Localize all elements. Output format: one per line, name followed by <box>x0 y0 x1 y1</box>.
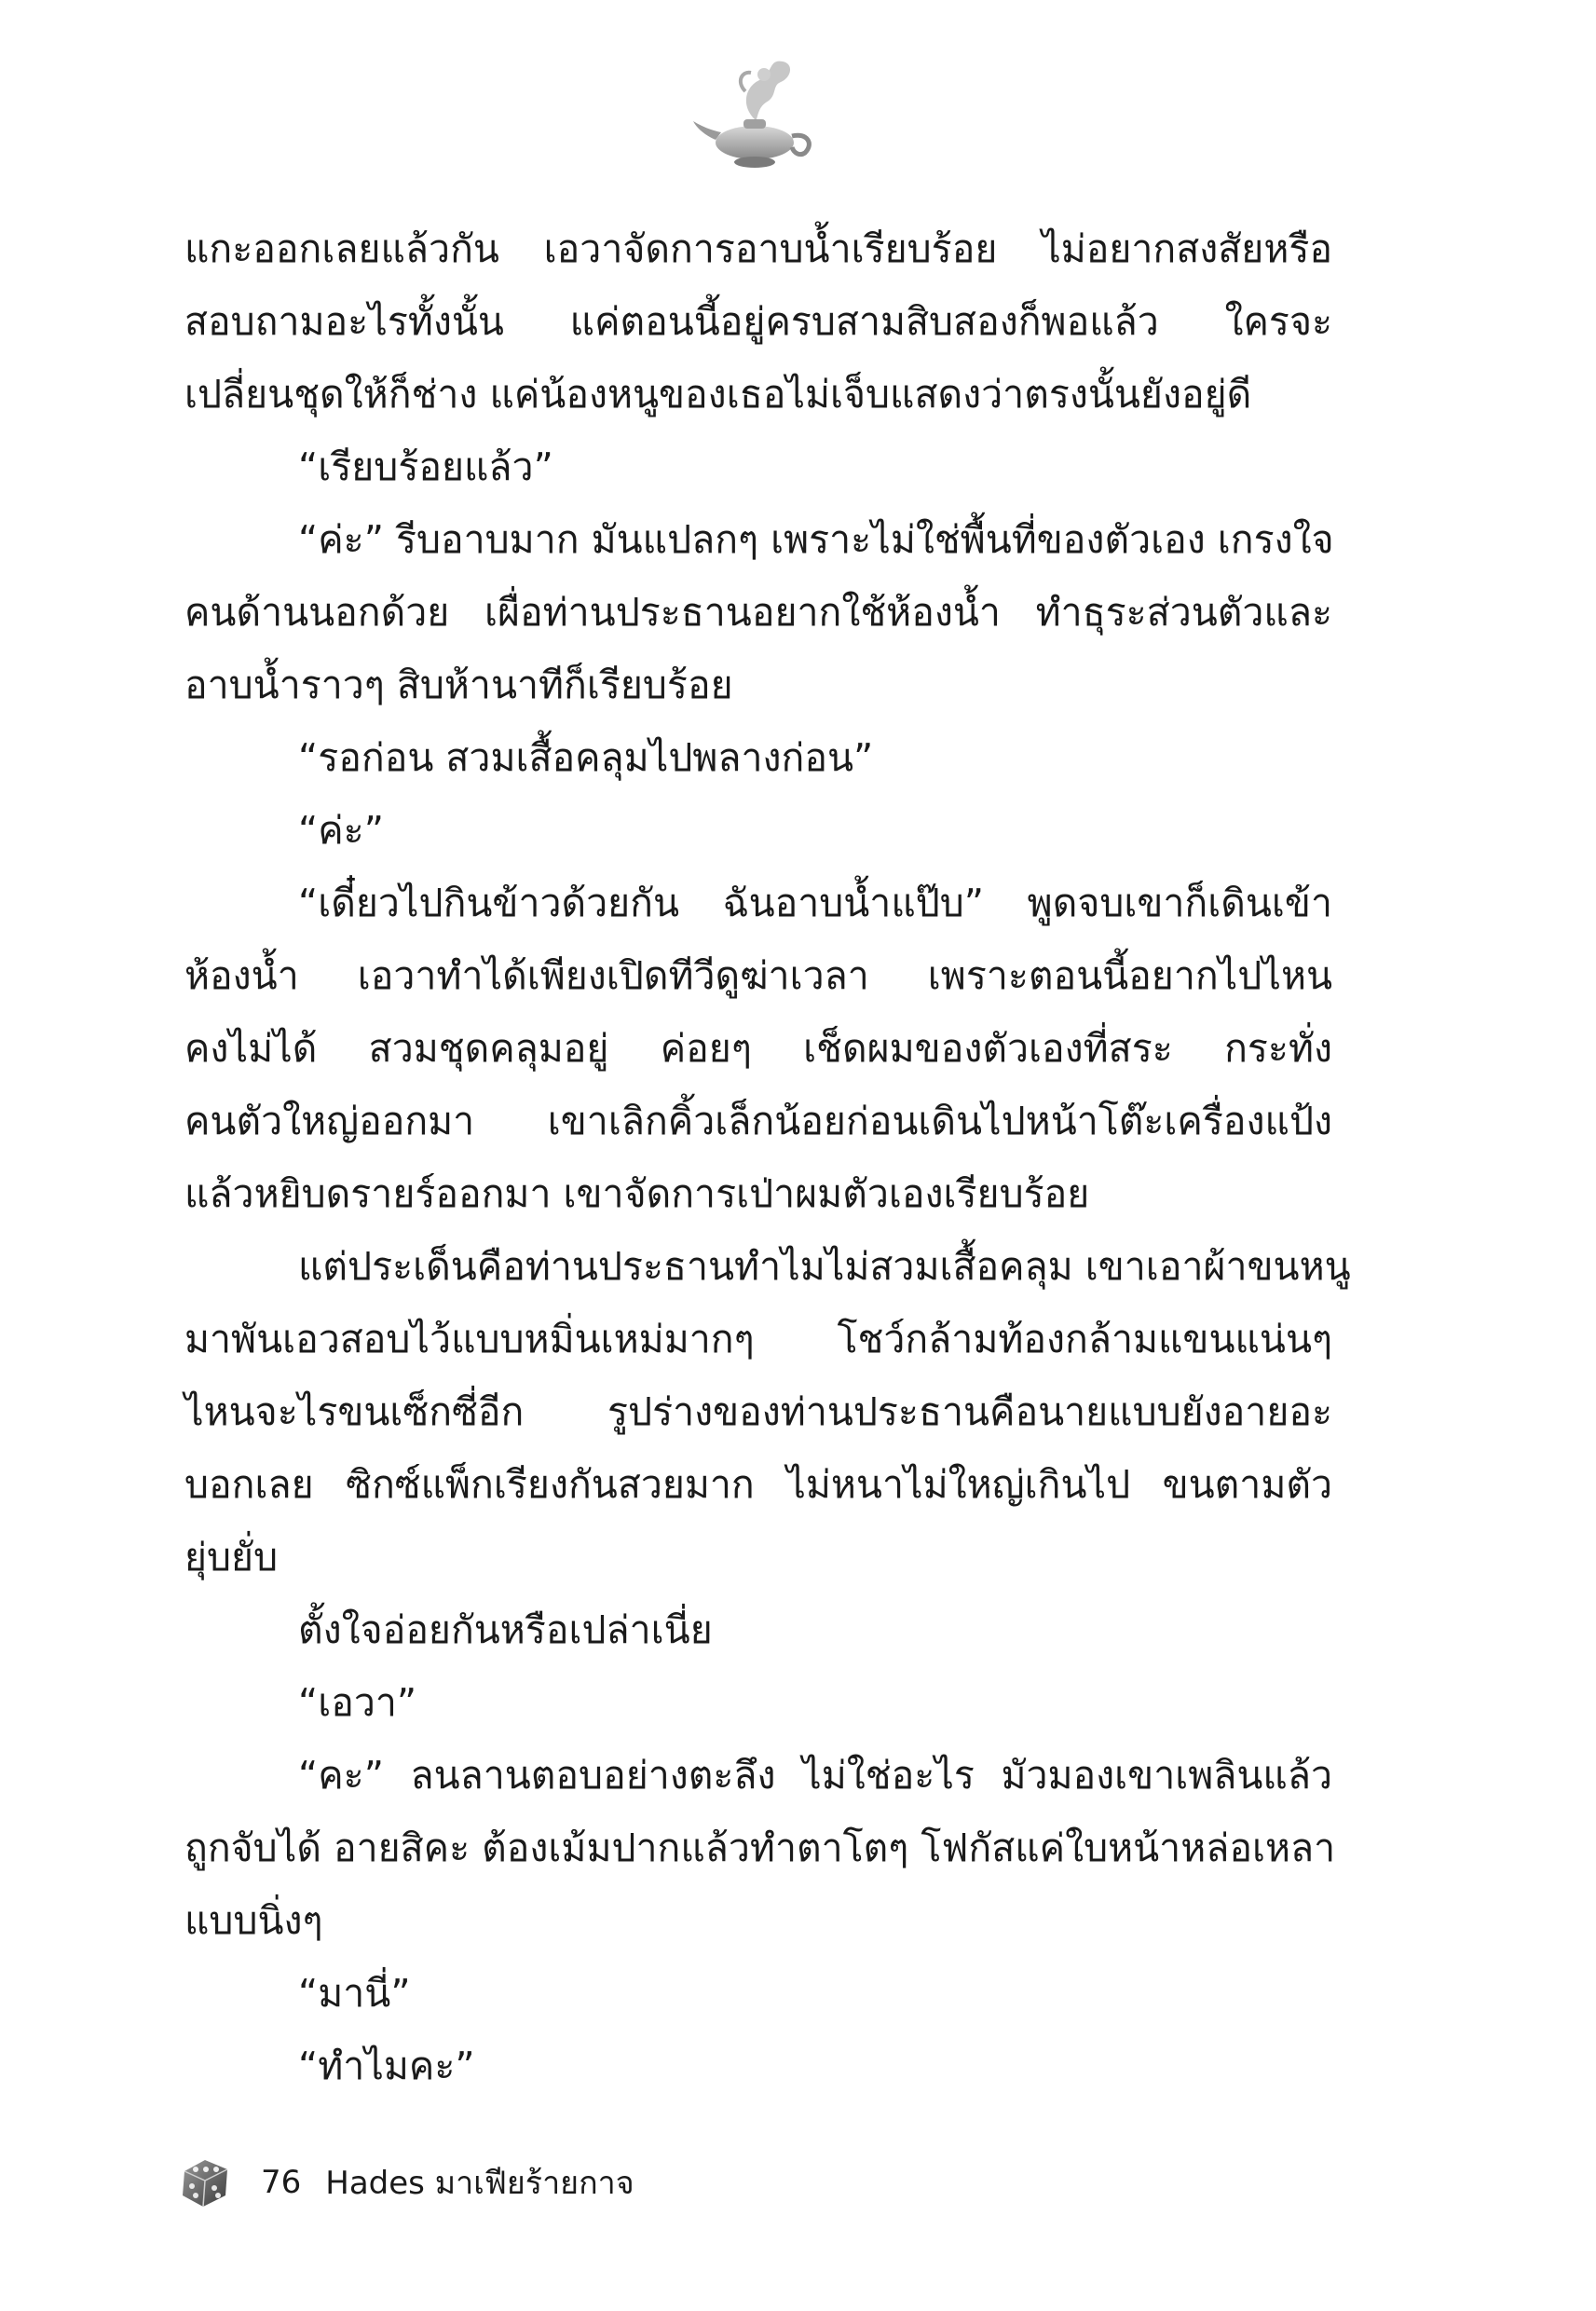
text-line: “คะ” ลนลานตอบอย่างตะลึง ไม่ใช่อะไร มัวมองเขาเพลินแล้ว <box>298 1753 1332 1798</box>
text-line: เปลี่ยนชุดให้ก็ช่าง แค่น้องหนูของเธอไม่เจ็บแสดงว่าตรงนั้นยังอยู่ดี <box>184 372 1252 417</box>
text-line: ยุ่บยั่บ <box>184 1535 279 1579</box>
text-line: “เรียบร้อยแล้ว” <box>298 444 553 489</box>
text-line: ตั้งใจอ่อยกันหรือเปล่าเนี่ย <box>298 1607 713 1652</box>
text-line: สอบถามอะไรทั้งนั้น แค่ตอนนี้อยู่ครบสามสิบสองก็พอแล้ว ใครจะ <box>184 299 1332 344</box>
text-line: “ทำไมคะ” <box>298 2044 475 2088</box>
text-line: แต่ประเด็นคือท่านประธานทำไมไม่สวมเสื้อคลุม เขาเอาผ้าขนหนู <box>298 1244 1351 1289</box>
text-line: “เอวา” <box>298 1680 417 1725</box>
text-line: “ค่ะ” รีบอาบมาก มันแปลกๆ เพราะไม่ใช่พื้นที่ของตัวเอง เกรงใจ <box>298 517 1334 562</box>
text-line: ถูกจับได้ อายสิคะ ต้องเม้มปากแล้วทำตาโตๆ โฟกัสแค่ใบหน้าหล่อเหลา <box>184 1826 1336 1870</box>
text-line: “เดี๋ยวไปกินข้าวด้วยกัน ฉันอาบน้ำแป๊บ” พูดจบเขาก็เดินเข้า <box>298 881 1332 925</box>
text-line: คนด้านนอกด้วย เผื่อท่านประธานอยากใช้ห้องน้ำ ทำธุระส่วนตัวและ <box>184 590 1332 635</box>
page-number: 76 <box>261 2164 302 2201</box>
genie-lamp-icon <box>689 54 820 175</box>
text-line: คงไม่ได้ สวมชุดคลุมอยู่ ค่อยๆ เช็ดผมของตัวเองที่สระ กระทั่ง <box>184 1026 1332 1071</box>
text-line: “รอก่อน สวมเสื้อคลุมไปพลางก่อน” <box>298 735 874 780</box>
text-line: คนตัวใหญ่ออกมา เขาเลิกคิ้วเล็กน้อยก่อนเดินไปหน้าโต๊ะเครื่องแป้ง <box>184 1099 1332 1143</box>
body-text <box>184 212 1351 2102</box>
text-line: บอกเลย ซิกซ์แพ็กเรียงกันสวยมาก ไม่หนาไม่ใหญ่เกินไป ขนตามตัว <box>184 1462 1332 1507</box>
book-title: Hades มาเฟียร้ายกาจ <box>325 2165 634 2202</box>
text-line: ไหนจะไรขนเซ็กซี่อีก รูปร่างของท่านประธานคือนายแบบยังอายอะ <box>184 1389 1332 1434</box>
text-line: แล้วหยิบดรายร์ออกมา เขาจัดการเป่าผมตัวเองเรียบร้อย <box>184 1171 1090 1216</box>
text-line: มาพันเอวสอบไว้แบบหมิ่นเหม่มากๆ โชว์กล้ามท้องกล้ามแขนแน่นๆ <box>184 1317 1332 1361</box>
text-line: อาบน้ำราวๆ สิบห้านาทีก็เรียบร้อย <box>184 663 733 707</box>
text-line: แบบนิ่งๆ <box>184 1898 323 1943</box>
text-line: แกะออกเลยแล้วกัน เอวาจัดการอาบน้ำเรียบร้อย ไม่อยากสงสัยหรือ <box>184 226 1332 271</box>
dice-icon <box>177 2154 233 2210</box>
text-line: ห้องน้ำ เอวาทำได้เพียงเปิดทีวีดูฆ่าเวลา เพราะตอนนี้อยากไปไหน <box>184 953 1332 998</box>
page-footer <box>177 2154 634 2210</box>
text-line: “ค่ะ” <box>298 808 384 853</box>
text-line: “มานี่” <box>298 1971 411 2016</box>
